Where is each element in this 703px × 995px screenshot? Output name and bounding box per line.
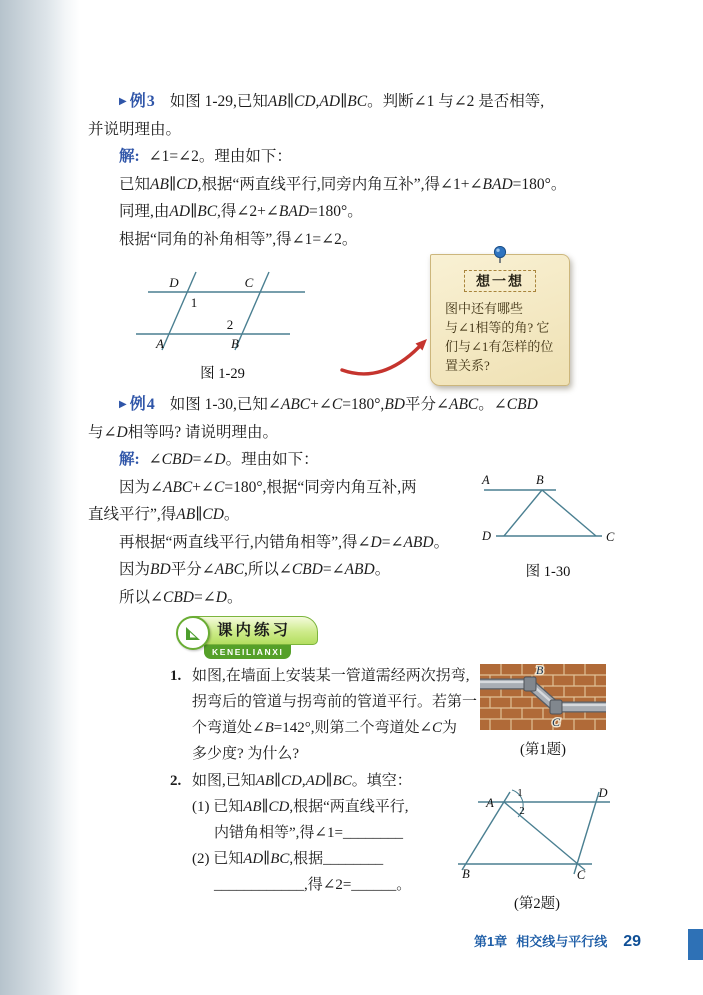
question2-diagram xyxy=(452,782,622,884)
question1-line1 xyxy=(170,663,490,689)
page-footer xyxy=(474,931,641,951)
red-arrow-icon xyxy=(336,330,436,387)
pipe-label-B: B xyxy=(536,664,544,677)
question1-line4: 多少度? 为什么? xyxy=(192,746,300,762)
example4-solution-line6: 所以∠CBD=∠D。 xyxy=(119,588,243,606)
fig129-label-A: A xyxy=(156,336,164,351)
example3-intro-line1 xyxy=(88,88,673,116)
fig130-label-C: C xyxy=(606,530,615,544)
think-note xyxy=(430,254,570,386)
page-edge-tab xyxy=(688,929,703,960)
example4-intro-line1 xyxy=(88,391,673,419)
pushpin-icon xyxy=(493,246,507,270)
fig130-label-A: A xyxy=(482,473,490,487)
example3-solution-label: 解: xyxy=(119,148,140,165)
question2-figure-caption: (第2题) xyxy=(514,896,560,912)
example4-solution-line5: 因为BD平分∠ABC,所以∠CBD=∠ABD。 xyxy=(119,561,391,578)
example4-label: 例4 xyxy=(129,396,156,413)
fig130-label-D: D xyxy=(482,529,492,543)
example3-solution-text1: ∠1=∠2。理由如下： xyxy=(148,148,292,165)
figure-1-29-caption: 图 1-29 xyxy=(200,366,245,382)
fig129-angle-2: 2 xyxy=(226,317,234,332)
example4-solution-line2: 因为∠ABC+∠C=180°,根据“同旁内角互补,两 xyxy=(119,478,417,496)
footer-book-title: 相交线与平行线 xyxy=(516,934,608,949)
question2-line4: (2) 已知AD∥BC,根据________ xyxy=(192,851,384,867)
q2fig-angle-2: 2 xyxy=(519,805,525,817)
q2fig-angle-1: 1 xyxy=(517,787,523,799)
think-note-title: 想一想 xyxy=(464,270,536,292)
figure-1-29-diagram xyxy=(130,256,315,354)
example3-solution-line4: 根据“同角的补角相等”,得∠1=∠2。 xyxy=(119,230,358,248)
question1-text1: 如图,在墙面上安装某一管道需经两次拐弯, xyxy=(192,668,470,684)
figure-1-29 xyxy=(130,256,315,383)
fig129-label-D: D xyxy=(169,275,179,290)
fig130-label-B: B xyxy=(536,473,544,487)
question2-line1 xyxy=(170,768,470,794)
think-note-line: 图中还有哪些 xyxy=(445,301,524,316)
think-note-line: 与∠1相等的角? 它 xyxy=(445,320,550,335)
fig129-angle-1: 1 xyxy=(190,295,198,310)
pipe-on-wall-image xyxy=(480,664,606,730)
example4-solution-label: 解: xyxy=(119,451,140,468)
page-gutter-shading xyxy=(0,0,80,995)
fig129-label-B: B xyxy=(231,336,239,351)
footer-page-number: 29 xyxy=(623,933,641,950)
example4-solution-line4: 再根据“两直线平行,内错角相等”,得∠D=∠ABD。 xyxy=(119,533,450,551)
question2-text1: 如图,已知AB∥CD,AD∥BC。填空： xyxy=(192,773,412,789)
example4-marker-icon: ▶ xyxy=(119,399,127,410)
example4-intro-line2: 与∠D相等吗? 请说明理由。 xyxy=(88,423,278,441)
pipe-label-C: C xyxy=(552,715,561,729)
example3-label: 例3 xyxy=(129,93,156,110)
question2-figure xyxy=(452,782,622,913)
practice-badge-title: 课内练习 xyxy=(190,616,318,645)
question1-figure xyxy=(480,664,606,759)
practice-badge-pinyin: KENEILIANXI xyxy=(204,645,291,659)
figure-1-30 xyxy=(478,470,618,581)
example3-marker-icon: ▶ xyxy=(119,96,127,107)
example3-intro-text1: 如图 1-29,已知AB∥CD,AD∥BC。判断∠1 与∠2 是否相等, xyxy=(169,93,545,110)
protractor-icon xyxy=(176,616,210,650)
example3-solution-line3: 同理,由AD∥BC,得∠2+∠BAD=180°。 xyxy=(119,203,363,220)
fig129-label-C: C xyxy=(244,275,254,290)
question2-number: 2. xyxy=(170,773,182,789)
think-note-line: 置关系? xyxy=(445,358,490,373)
q2fig-label-D: D xyxy=(598,786,608,800)
question1-line2: 拐弯后的管道与拐弯前的管道平行。若第一 xyxy=(192,694,478,710)
practice-badge xyxy=(176,616,326,662)
example3-section xyxy=(88,88,673,253)
example4-solution-text1: ∠CBD=∠D。理由如下： xyxy=(148,451,319,468)
question1-line3: 个弯道处∠B=142°,则第二个弯道处∠C为 xyxy=(192,720,458,736)
example4-solution-line3: 直线平行”,得AB∥CD。 xyxy=(88,506,240,523)
q2fig-label-B: B xyxy=(462,867,470,881)
figure-1-30-diagram xyxy=(478,470,618,552)
figure-1-30-caption: 图 1-30 xyxy=(525,564,571,580)
example3-solution-line2: 已知AB∥CD,根据“两直线平行,同旁内角互补”,得∠1+∠BAD=180°。 xyxy=(119,175,567,193)
question2-line2: (1) 已知AB∥CD,根据“两直线平行, xyxy=(192,799,409,815)
question2-line5: ____________,得∠2=______。 xyxy=(214,877,412,893)
q2fig-label-C: C xyxy=(576,868,586,882)
example3-solution-line1 xyxy=(88,143,673,171)
footer-chapter: 第1章 xyxy=(473,934,508,949)
question1 xyxy=(170,663,490,767)
example3-intro-line2: 并说明理由。 xyxy=(88,120,182,138)
question1-number: 1. xyxy=(170,668,182,684)
q2fig-label-A: A xyxy=(486,796,494,810)
question2-line3: 内错角相等”,得∠1=________ xyxy=(214,825,403,841)
think-note-line: 们与∠1有怎样的位 xyxy=(445,339,554,354)
question2 xyxy=(170,768,470,898)
example4-intro-text1: 如图 1-30,已知∠ABC+∠C=180°,BD平分∠ABC。∠CBD xyxy=(169,396,538,413)
question1-figure-caption: (第1题) xyxy=(520,742,566,758)
